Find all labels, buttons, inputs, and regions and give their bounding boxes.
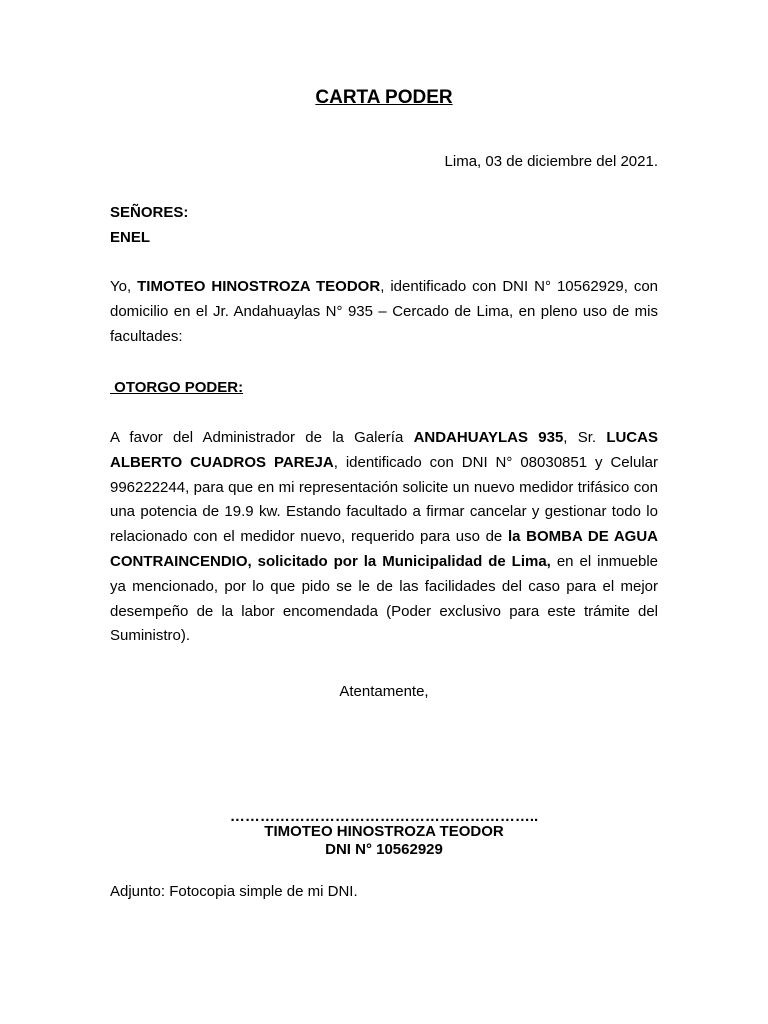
power-text-3: , identificado con DNI N° 08030851 y Celular 996222244, para que en mi representación solicite un nuevo medidor trifásico con una potencia de 19.9 kw. Estando facultado a firmar cancelar y gestionar todo lo relacionado con el medidor nuevo, requerido para uso de xyxy=(110,453,658,546)
attachment-note: Adjunto: Fotocopia simple de mi DNI. xyxy=(110,883,358,900)
signature-dni: DNI N° 10562929 xyxy=(325,841,443,858)
power-paragraph xyxy=(110,426,658,649)
power-text-2: , Sr. xyxy=(563,429,607,446)
gallery-name: ANDAHUAYLAS 935 xyxy=(413,429,564,446)
section-heading: OTORGO PODER: xyxy=(110,379,244,396)
document-title: CARTA PODER xyxy=(315,87,453,108)
purpose-bold: la BOMBA DE AGUA CONTRAINCENDIO, solicitado por la Municipalidad de Lima, xyxy=(110,528,659,570)
intro-paragraph xyxy=(110,275,658,349)
intro-text-start: Yo, xyxy=(110,278,138,295)
recipient-line-2: ENEL xyxy=(110,229,151,246)
agent-name: LUCAS ALBERTO CUADROS PAREJA xyxy=(110,429,658,471)
power-text-4: en el inmueble ya mencionado, por lo que pido se le de las facilidades del caso para el mejor desempeño de la labor encomendada (Poder exclusivo para este trámite del Suministro). xyxy=(110,552,658,645)
recipient-line-1: SEÑORES: xyxy=(110,204,189,221)
signature-name: TIMOTEO HINOSTROZA TEODOR xyxy=(264,823,504,840)
signature-line: …………………………………………………….. xyxy=(229,808,539,825)
intro-text-rest: , identificado con DNI N° 10562929, con domicilio en el Jr. Andahuaylas N° 935 – Cercado de Lima, en pleno uso de mis facultades: xyxy=(110,278,659,345)
closing: Atentamente, xyxy=(339,683,429,700)
power-text-1: A favor del Administrador de la Galería xyxy=(110,429,414,446)
date-line: Lima, 03 de diciembre del 2021. xyxy=(444,153,658,170)
grantor-name: TIMOTEO HINOSTROZA TEODOR xyxy=(137,278,381,295)
